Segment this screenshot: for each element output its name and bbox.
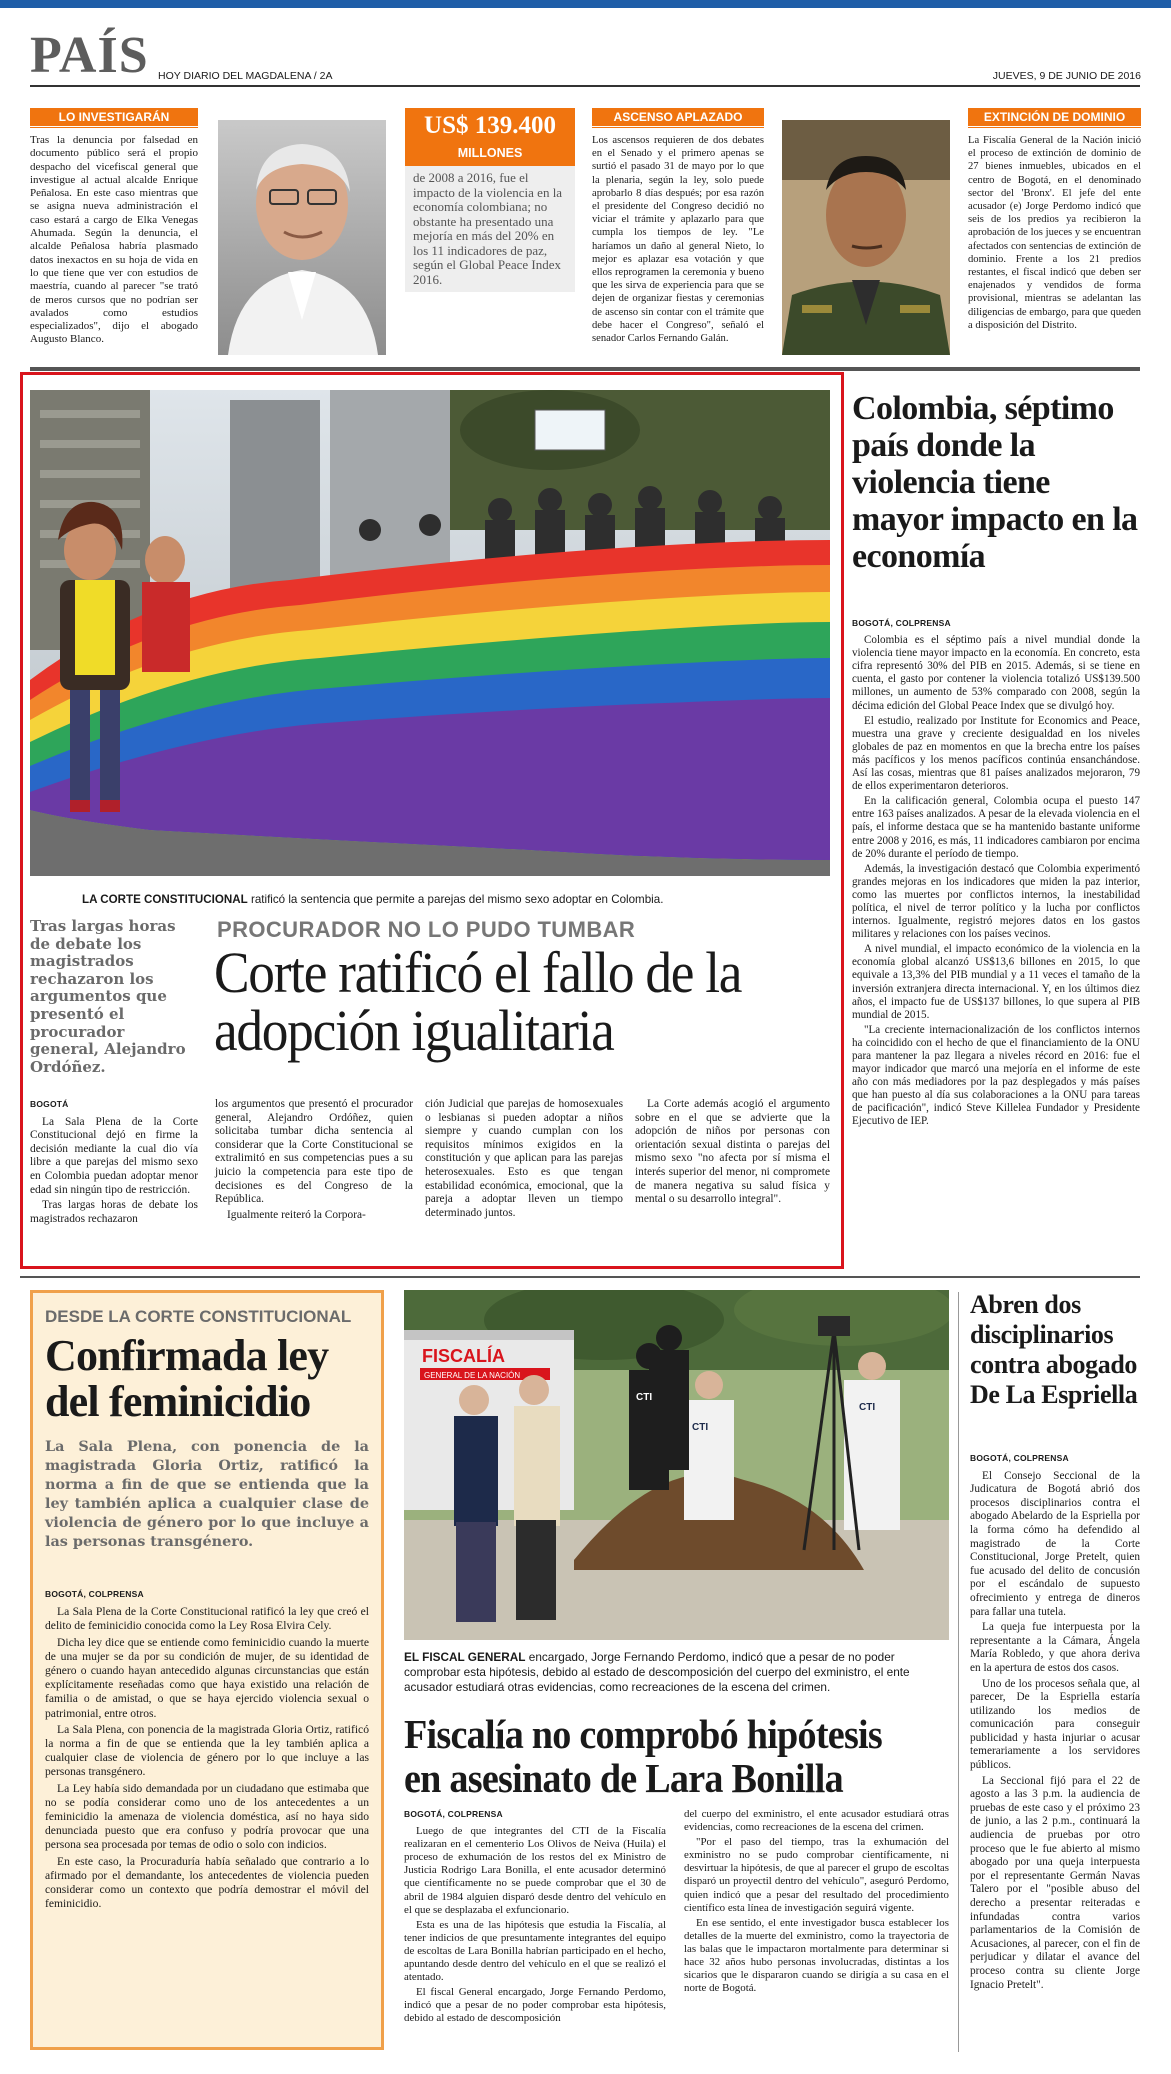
- main-paragraph: Igualmente reiteró la Corpora-: [227, 1208, 366, 1221]
- side-paragraph: "La creciente internacionalización de los conflictos internos ha coincidido con el hecho de que el financiamiento de la ONU para mantener la paz llegara a niveles récord en 2016: fue el mayor indicador que marcó una mejoría en el informe de este año con más mediadores por la paz desplegados y más países que han puesto al día sus colaboraciones a la ONU para tareas de pacificación", indicó Steve Killelea Fundador y Presidente Ejecutivo de IEP.: [852, 1023, 1140, 1128]
- brief-text: La Fiscalía General de la Nación inició el proceso de extinción de dominio de 27 bienes inmuebles, ubicados en el centro de Bogotá, en el denominado sector del 'Bronx'. El jefe del ente acusador (e) Jorge Perdomo indicó que seis de los predios ya recibieron la aprobación de los jueces y se encuentran afectados con sentencias de extinción de dominio. Frente a los 21 predios restantes, el fiscal indicó que deben ser enajenados y vendidos de forma provisional, mientras se adelantan las diligencias de embargo, para que queden a disposición del Distrito.: [968, 135, 1141, 331]
- main-headline: Corte ratificó el fallo de la adopción igualitaria: [214, 940, 742, 1063]
- femicide-paragraph: La Ley había sido demandada por un ciudadano que estimaba que no se podía considerar como uno de los antecedentes a un feminicidio la amenaza de violencia doméstica, así no haya sido denunciada puesto que era confuso y podría provocar que una persona sea procesada por temas de odio o solo con indicios.: [45, 1781, 369, 1852]
- femicide-paragraph: En este caso, la Procuraduría había señalado que contrario a lo afirmado por el demandante, los antecedentes de violencia pueden considerar como un contexto que podría demostrar el móvil del feminicidio.: [45, 1854, 369, 1911]
- main-deck: Tras largas horas de debate los magistrados rechazaron los argumentos que presentó el procurador general, Alejandro Ordóñez.: [30, 917, 186, 1076]
- section-title: PAÍS: [30, 27, 149, 84]
- espriella-paragraph: La Seccional fijó para el 22 de agosto a las 3 p.m. la audiencia de pruebas de este caso y el próximo 23 de junio, a las 2 p.m., continuará la audiencia de pruebas por otro proceso que le fue abierto al mismo abogado por una queja interpuesta por el representante Germán Navas Talero por el "posible abuso del derecho a presentar reiteradas e infundadas contra varios parlamentarios de la Comisión de Acusaciones, al parecer, con el fin de perjudicar y dilatar el avance del proceso contra su cliente Jorge Ignacio Pretelt".: [970, 1774, 1140, 1991]
- section-rule: [20, 1276, 1140, 1278]
- stat-amount: US$ 139.400: [424, 112, 556, 139]
- caption-text: encargado, Jorge Fernando Perdomo, indicó que a pesar de no poder comprobar esta hipótesis, debido al estado de descomposición del cuerpo del exministro, el ente acusador estudiará otras evidencias, como recreaciones de la escena del crimen.: [404, 1650, 910, 1694]
- main-paragraph: los argumentos que presentó el procurador general, Alejandro Ordóñez, quien solicitaba tumbar dicha sentencia al considerar que la Corte Constitucional se extralimitó en sus competencias pues a su juicio la competencia para este tipo de decisiones es del Congreso de la República.: [215, 1098, 413, 1206]
- penalosa-photo: [218, 120, 386, 355]
- main-kicker: PROCURADOR NO LO PUDO TUMBAR: [217, 917, 636, 942]
- brief-promotion: [592, 108, 764, 345]
- femicide-dateline: BOGOTÁ, COLPRENSA: [45, 1589, 144, 1599]
- fiscalia-paragraph: El fiscal General encargado, Jorge Fernando Perdomo, indicó que a pesar de no poder comprobar esta hipótesis, debido al estado de descomposición: [404, 1986, 666, 2025]
- brief-investigation: [30, 108, 198, 347]
- caption-lead: EL FISCAL GENERAL: [404, 1650, 526, 1664]
- fiscalia-col-2: [684, 1808, 949, 1997]
- side-dateline: BOGOTÁ, COLPRENSA: [852, 618, 951, 628]
- main-paragraph: Tras largas horas de debate los magistrados rechazaron: [30, 1199, 198, 1225]
- fiscalia-paragraph: En ese sentido, el ente investigador busca establecer los detalles de la muerte del exministro, como la trayectoria de las balas que le impactaron mortalmente para determinar si hace 32 años hubo personas involucradas, distintas a los sicarios que le dispararon cuando se dirigía a su casa en el norte de Bogotá.: [684, 1916, 949, 1995]
- femicide-deck: La Sala Plena, con ponencia de la magistrada Gloria Ortiz, ratificó la norma a fin de que se entienda que la ley también aplica a cualquier clase de violencia de género por lo que incluye a las personas transgénero.: [45, 1438, 369, 1550]
- brief-stat-box: [405, 108, 575, 292]
- photo-cti-2: CTI: [859, 1402, 876, 1413]
- femicide-paragraph: La Sala Plena, con ponencia de la magistrada Gloria Ortiz, ratificó la norma a fin de que se entienda que la ley también aplica a cualquier clase de violencia de género por lo que incluye a las personas transgénero.: [45, 1722, 369, 1779]
- femicide-headline: Confirmada ley del feminicidio: [45, 1331, 329, 1426]
- brief-kicker: ASCENSO APLAZADO: [592, 108, 764, 129]
- side-paragraph: En la calificación general, Colombia ocupa el puesto 147 entre 163 países analizados. A pesar de la elevada violencia en el país, el informe destaca que se ha mantenido bastante uniforme entre 2008 y 2016, es más, 11 indicadores cambiaron por encima de 20% durante el período de tiempo.: [852, 795, 1140, 860]
- photo-sign-2: GENERAL DE LA NACIÓN: [424, 1371, 521, 1380]
- side-paragraph: El estudio, realizado por Institute for Economics and Peace, muestra una grave y creciente desigualdad en los niveles globales de paz en momentos en que la brecha entre los países más pacíficos y los menos pacíficos continúa ensanchándose. Así las cosas, mientras que 81 países analizados mejoraron, 79 de ellos experimentaron deterioros.: [852, 714, 1140, 793]
- brief-kicker: EXTINCIÓN DE DOMINIO: [968, 108, 1141, 129]
- side-story-body: [852, 617, 1140, 1131]
- header-rule: [30, 85, 1140, 87]
- main-paragraph: La Corte además acogió el argumento sobre en el que se advierte que la adopción de niños por personas con orientación sexual distinta o parejas del mismo sexo "no afecta por sí misma el interés superior del menor, ni compromete de manera negativa su salud física y mental o su desarrollo integral".: [635, 1098, 830, 1206]
- brief-kicker: LO INVESTIGARÁN: [30, 108, 198, 129]
- photo-caption: [82, 893, 822, 907]
- fiscalia-paragraph: "Por el paso del tiempo, tras la exhumación del exministro no se pudo comprobar científicamente, ni desvirtuar la hipótesis, de que al parecer el grupo de escoltas disparó un proyectil dentro del vehículo", aseguró Perdomo, quien indicó que a pesar del resultado del procedimiento científico esta línea de investigación seguirá vigente.: [684, 1836, 949, 1914]
- main-col-1: [30, 1098, 198, 1228]
- espriella-headline: Abren dos disciplinarios contra abogado De La Espriella: [970, 1290, 1138, 1409]
- top-color-bar: [0, 0, 1171, 8]
- espriella-paragraph: Uno de los procesos señala que, al parecer, De la Espriella estaría utilizando los medios de comunicación para conseguir publicidad y hasta injuriar o acusar temerariamente a los servidores públicos.: [970, 1677, 1140, 1772]
- photo-cti-1: CTI: [636, 1392, 653, 1403]
- espriella-paragraph: La queja fue interpuesta por la representante a la Cámara, Ángela María Robledo, y que ahora deriva en la apertura de estos dos casos.: [970, 1621, 1140, 1674]
- fiscalia-headline: Fiscalía no comprobó hipótesis en asesinato de Lara Bonilla: [404, 1711, 883, 1801]
- fiscalia-dateline: BOGOTÁ, COLPRENSA: [404, 1809, 503, 1819]
- fiscalia-paragraph: Luego de que integrantes del CTI de la Fiscalía realizaran en el cementerio Los Olivos de Neiva (Huila) el proceso de exhumación de los restos del ex Ministro de Justicia Rodrigo Lara Bonilla, el ente acusador determinó que científicamente no se puede comprobar que el 30 de abril de 1984 alguien disparó desde dentro del vehículo en el que se desplazaba el exfuncionario.: [404, 1825, 666, 1916]
- caption-lead: LA CORTE CONSTITUCIONAL: [82, 893, 248, 906]
- main-col-4: [635, 1098, 830, 1209]
- main-paragraph: La Sala Plena de la Corte Constitucional dejó en firme la decisión mediante la cual dio vía libre a que parejas del mismo sexo en Colombia puedan adoptar menor edad sin ningún tipo de restricción.: [30, 1115, 198, 1196]
- espriella-body: [970, 1452, 1140, 1994]
- brief-extinction: [968, 108, 1141, 332]
- exhumation-photo: [404, 1290, 949, 1640]
- issue-date: JUEVES, 9 DE JUNIO DE 2016: [992, 70, 1141, 82]
- fiscalia-paragraph: Esta es una de las hipótesis que estudia la Fiscalía, al tener indicios de que presuntamente integrantes del equipo de escoltas de Lara Bonilla habrían participado en el hecho, apuntando desde dentro del vehículo en el que se realizó el atentado.: [404, 1918, 666, 1984]
- stat-amount-panel: [405, 108, 575, 166]
- femicide-kicker: DESDE LA CORTE CONSTITUCIONAL: [45, 1307, 352, 1326]
- fiscalia-col-1: [404, 1808, 666, 2028]
- femicide-paragraph: La Sala Plena de la Corte Constitucional ratificó la ley que creó el delito de feminicidio conocida como la Ley Rosa Elvira Cely.: [45, 1605, 369, 1633]
- perdomo-photo: [782, 120, 950, 355]
- side-paragraph: A nivel mundial, el impacto económico de la violencia en la economía global alcanzó US$13,6 billones en 2015, lo que equivale a 13,3% del PIB mundial y a 11 veces el tamaño de la inversión extranjera directa internacional. Y, en los últimos diez años, el impacto fue de US$137 billones, lo que supera al PIB mundial de 2015.: [852, 943, 1140, 1021]
- fiscalia-paragraph: del cuerpo del exministro, el ente acusador estudiará otras evidencias, como recreaciones de la escena del crimen.: [684, 1808, 949, 1834]
- brief-text: Los ascensos requieren de dos debates en el Senado y el primero apenas se surtió el pasado 31 de mayo por lo que la plenaria, según la ley, solo puede aprobarlo 8 días después; por esa razón el presidente del Congreso decidió no viciar el trámite y aplazarlo para que cumpla los tiempos de ley. "Le haríamos un daño al general Nieto, lo mejor es aplazar esa votación y que ellos reprogramen la ceremonia y bueno que les sirva de experiencia para que se dejen de organizar fiestas y ceremonias de ascenso sin contar con el trámite que debe hacer el Congreso", señaló el senador Carlos Fernando Galán.: [592, 135, 764, 345]
- femicide-body: [45, 1587, 369, 1911]
- briefs-rule: [30, 367, 1140, 371]
- main-col-2: [215, 1098, 413, 1224]
- paper-title: HOY DIARIO DEL MAGDALENA / 2A: [158, 70, 333, 82]
- fiscalia-caption: [404, 1650, 949, 1695]
- photo-sign-1: FISCALÍA: [422, 1346, 505, 1366]
- main-paragraph: ción Judicial que parejas de homosexuales o lesbianas si pueden adoptar a niños siempre y cuando cumplan con los requisitos mínimos exigidos en la constitución y que aplican para las parejas heterosexuales. Esto es que tengan estabilidad económica, emocional, que la pareja a adoptar lleven un tiempo determinado juntos.: [425, 1098, 623, 1219]
- stat-unit: MILLONES: [457, 146, 523, 160]
- main-dateline: BOGOTÁ: [30, 1099, 69, 1109]
- femicide-paragraph: Dicha ley dice que se entiende como feminicidio cuando la muerte de una mujer se da por su condición de mujer, de su identidad de género o cuando hayan antecedido algunas circunstancias que están explícitamente reseñadas como que haya existido una relación de familia o de amistad, o que se haya ejercido violencia sexual o patrimonial, entre otros.: [45, 1635, 369, 1720]
- pride-march-photo: [30, 390, 830, 876]
- photo-cti-3: CTI: [692, 1422, 709, 1433]
- espriella-paragraph: El Consejo Seccional de la Judicatura de Bogotá abrió dos procesos disciplinarios contra el abogado Abelardo de la Espriella por la forma cómo ha defendido al magistrado de la Corte Constitucional, Jorge Pretelt, quien fue acusado del delito de concusión por el escándalo de supuesto ofrecimiento y entrega de dineros para fallar una tutela.: [970, 1469, 1140, 1618]
- femicide-box: [30, 1290, 384, 2050]
- espriella-dateline: BOGOTÁ, COLPRENSA: [970, 1453, 1069, 1463]
- side-headline: Colombia, séptimo país donde la violencia tiene mayor impacto en la economía: [852, 390, 1138, 575]
- caption-text: ratificó la sentencia que permite a parejas del mismo sexo adoptar en Colombia.: [247, 893, 664, 906]
- stat-text: de 2008 a 2016, fue el impacto de la violencia en la economía colombiana; no obstante ha presentado una mejoría en más del 20% en los 11 indicadores de paz, según el Global Peace Index 2016.: [405, 166, 575, 292]
- side-paragraph: Colombia es el séptimo país a nivel mundial donde la violencia tiene mayor impacto en la economía. En concreto, esta cifra representó 30% del PIB en 2015. Además, si se tiene en cuenta, el gasto por contener la violencia totalizó US$139.500 millones, un aumento de 53% comparado con 2008, según la décima edición del Global Peace Index que se divulgó hoy.: [852, 634, 1140, 712]
- side-paragraph: Además, la investigación destacó que Colombia experimentó grandes mejoras en los indicadores que miden la paz interior, como las muertes por conflictos internos, la inestabilidad política, el nivel de terror político y la lucha por conflictos internos. Igualmente, registró mejores datos en los gastos militares y relaciones con los países vecinos.: [852, 862, 1140, 941]
- main-col-3: [425, 1098, 623, 1222]
- brief-text: Tras la denuncia por falsedad en documento público será el propio despacho del vicefiscal general que investigue al actual alcalde Enrique Peñalosa. En este caso mientras que se asigna nueva administración el caso estará a cargo de Elka Venegas Ahumada. Según la denuncia, el alcalde Peñalosa habría plasmado datos inexactos en su hoja de vida en lo que tiene que ver con estudios de maestría, cuando al parecer "se trató de meros cursos que no podrían ser avalados como estudios especializados", dijo el abogado Augusto Blanco.: [30, 134, 198, 346]
- column-divider: [958, 1292, 959, 2052]
